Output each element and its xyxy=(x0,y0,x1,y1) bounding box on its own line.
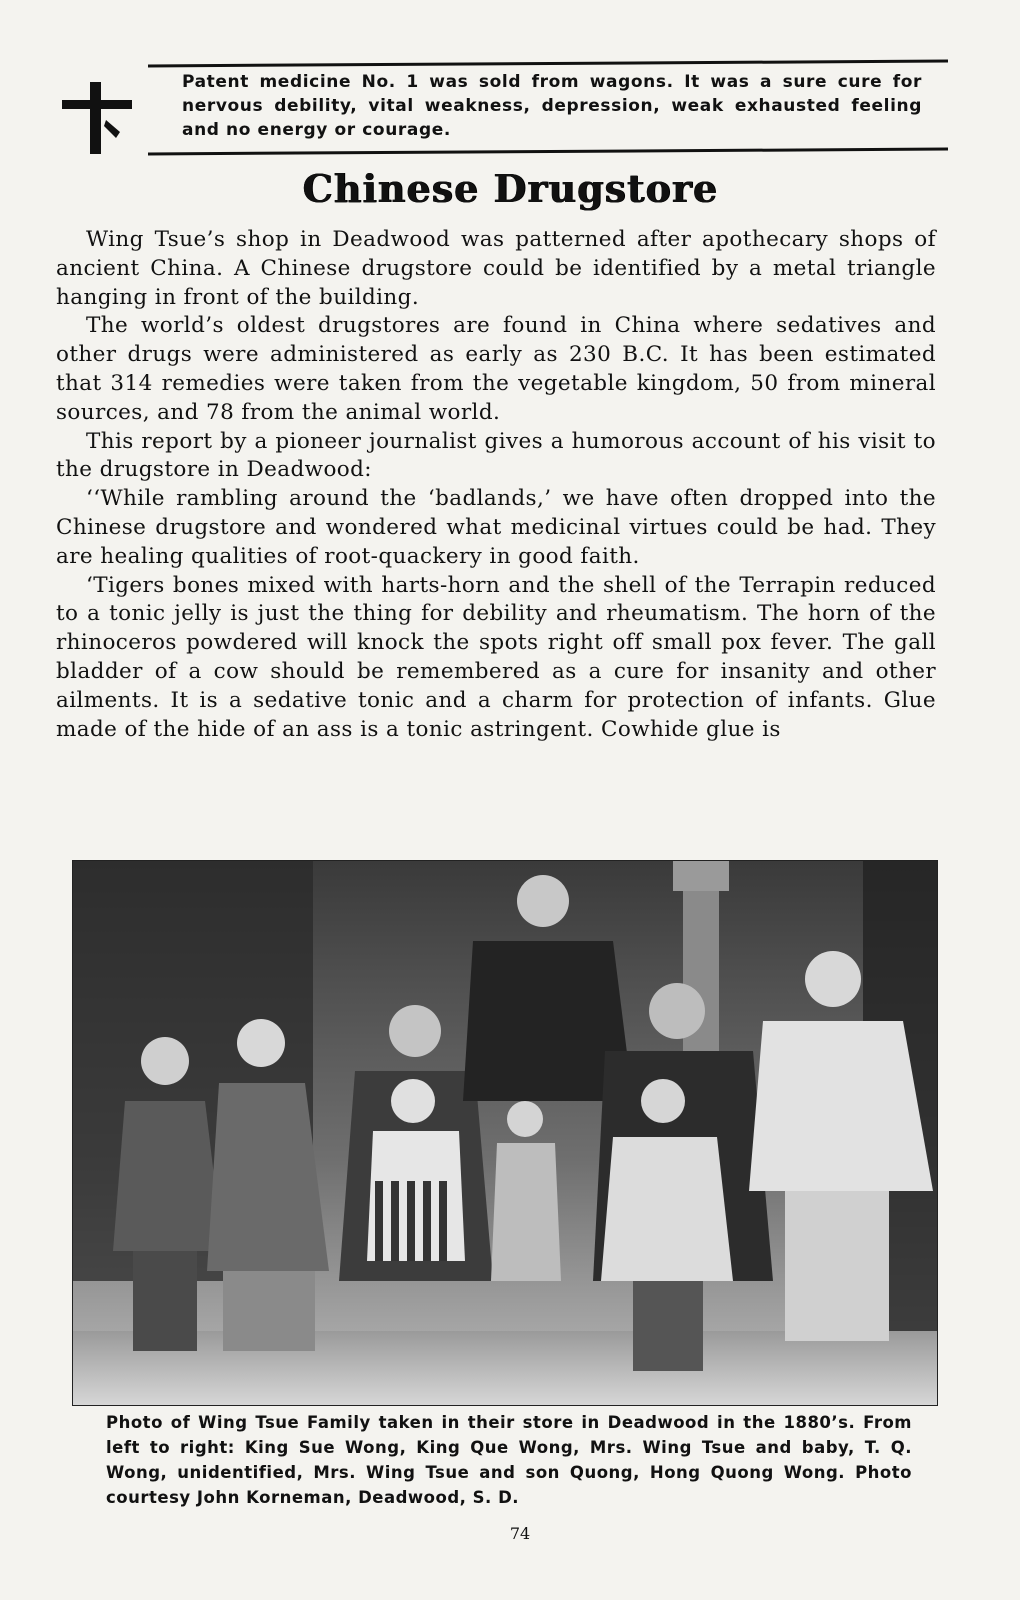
photo-caption: Photo of Wing Tsue Family taken in their store in Deadwood in the 1880’s. From left to right: King Sue Wong, King Que Wong, Mrs. Wing Tsue and baby, T. Q. Wong, unidentified, Mrs. Wing Tsue and son Quong, Hong Quong Wong. Photo courtesy John Korneman, Deadwood, S. D. xyxy=(106,1413,912,1507)
patent-medicine-note: Patent medicine No. 1 was sold from wagons. It was a sure cure for nervous debility, vital weakness, depression, weak exhausted feeling and no energy or courage. xyxy=(182,72,922,140)
article-body xyxy=(56,226,936,744)
note-bottom-rule xyxy=(148,148,948,156)
page-number: 74 xyxy=(509,1524,531,1543)
paragraph: ‘Tigers bones mixed with harts-horn and the shell of the Terrapin reduced to a tonic jelly is just the thing for debility and rheumatism. The horn of the rhinoceros powdered will knock the spots right off small pox fever. The gall bladder of a cow should be remembered as a cure for insanity and other ailments. It is a sedative tonic and a charm for protection of infants. Glue made of the hide of an ass is a tonic astringent. Cowhide glue is xyxy=(56,572,936,742)
paragraph: The world’s oldest drugstores are found in China where sedatives and other drugs were administered as early as 230 B.C. It has been estimated that 314 remedies were taken from the vegetable kingdom, 50 from mineral sources, and 78 from the animal world. xyxy=(56,313,936,425)
paragraph: ‘‘While rambling around the ‘badlands,’ we have often dropped into the Chinese drugstore and wondered what medicinal virtues could be had. They are healing qualities of root-quackery in good faith. xyxy=(56,486,936,569)
cross-icon xyxy=(60,82,140,154)
note-top-rule xyxy=(148,60,948,68)
paragraph: Wing Tsue’s shop in Deadwood was patterned after apothecary shops of ancient China. A Chinese drugstore could be identified by a metal triangle hanging in front of the building. xyxy=(56,227,936,310)
family-photo xyxy=(72,860,938,1406)
page-title: Chinese Drugstore xyxy=(302,166,718,211)
paragraph: This report by a pioneer journalist gives a humorous account of his visit to the drugstore in Deadwood: xyxy=(56,428,936,483)
